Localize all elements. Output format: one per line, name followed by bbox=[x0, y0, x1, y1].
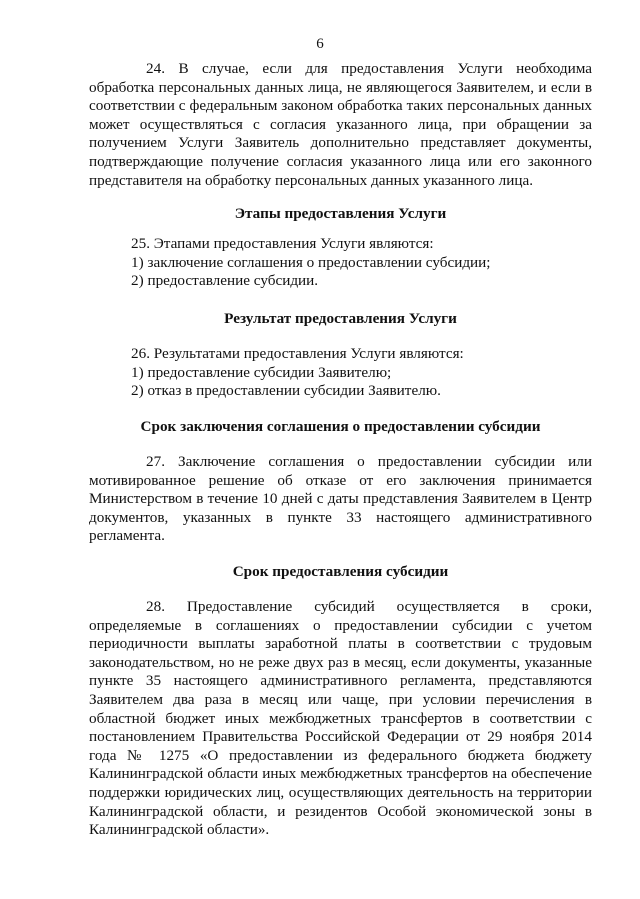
heading-stages: Этапы предоставления Услуги bbox=[234, 205, 447, 222]
list-item: 2) отказ в предоставлении субсидии Заявителю. bbox=[131, 382, 441, 400]
paragraph-25-intro: 25. Этапами предоставления Услуги являются: bbox=[131, 235, 434, 252]
heading-agreement-term: Срок заключения соглашения о предоставлении субсидии bbox=[140, 418, 541, 435]
heading-subsidy-term: Срок предоставления субсидии bbox=[232, 563, 449, 580]
heading-result: Результат предоставления Услуги bbox=[224, 310, 457, 327]
paragraph-28: 28. Предоставление субсидий осуществляется в сроки, определяемые в соглашениях о предоставлении субсидии с учетом периодичности выплаты заработной платы в соответствии с трудовым законодательством, но не реже двух раз в месяц, если документы, указанные пункте 35 настоящего административного регламента, представляются Заявителем два раза в месяц или чаще, при условии перечисления в областной бюджет иных межбюджетных трансфертов в соответствии с постановлением Правительства Российской Федерации от 29 ноября 2014 года № 1275 «О предоставлении из федерального бюджета бюджету Калининградской области иных межбюджетных трансфертов на обеспечение поддержки юридических лиц, осуществляющих деятельность на территории Калининградской области, и резидентов Особой экономической зоны в Калининградской области». bbox=[89, 598, 592, 839]
paragraph-26 bbox=[89, 345, 592, 401]
list-item: 1) предоставление субсидии Заявителю; bbox=[131, 363, 392, 381]
list-item: 2) предоставление субсидии. bbox=[131, 272, 319, 290]
paragraph-26-intro: 26. Результатами предоставления Услуги являются: bbox=[131, 345, 464, 362]
paragraph-24: 24. В случае, если для предоставления Услуги необходима обработка персональных данных лица, не являющегося Заявителем, и если в соответствии с федеральным законом обработка таких персональных данных может осуществляться с согласия указанного лица, при обращении за получением Услуги Заявитель дополнительно представляет документы, подтверждающие получение согласия указанного лица или его законного представителя на обработку персональных данных указанного лица. bbox=[89, 60, 592, 189]
page-number: 6 bbox=[316, 36, 324, 52]
paragraph-27: 27. Заключение соглашения о предоставлении субсидии или мотивированное решение об отказе от его заключения принимается Министерством в течение 10 дней с даты представления Заявителем в Центр документов, указанных в пункте 33 настоящего административного регламента. bbox=[89, 453, 592, 545]
list-item: 1) заключение соглашения о предоставлении субсидии; bbox=[131, 253, 491, 271]
paragraph-25 bbox=[89, 235, 592, 291]
